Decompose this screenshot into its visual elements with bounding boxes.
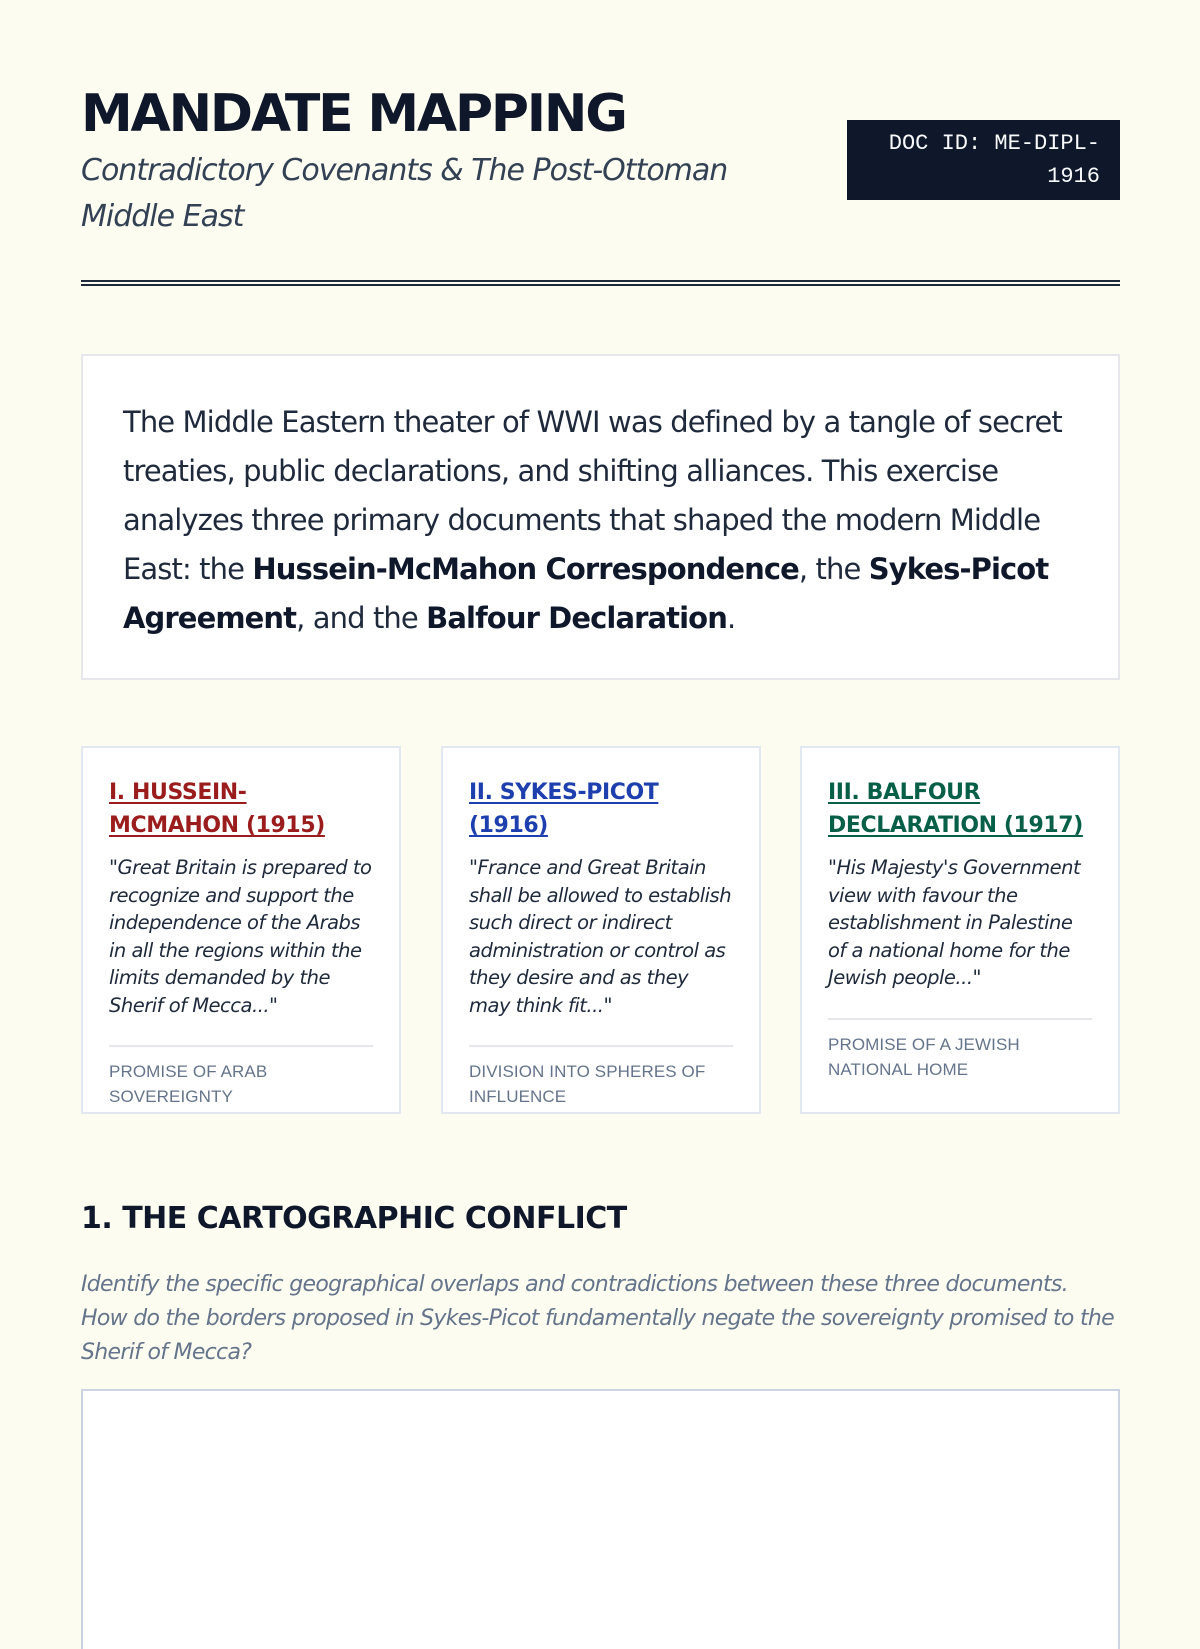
intro-doc-balfour: Balfour Declaration (426, 601, 727, 635)
header (81, 82, 1120, 252)
card-divider (109, 1045, 373, 1047)
intro-doc-sykes-picot: Sykes-Picot Agreement (123, 552, 1049, 635)
card-quote: "Great Britain is prepared to recognize and support the independence of the Arabs in all the regions within the limits demanded by the Sherif of Mecca..." (109, 856, 372, 1017)
card-tag: DIVISION INTO SPHERES OF INFLUENCE (469, 1062, 706, 1106)
intro-end: . (726, 601, 736, 635)
document-card-hussein-mcmahon (81, 746, 401, 1114)
card-quote: "France and Great Britain shall be allowed to establish such direct or indirect administration or control as they desire and as they may think fit..." (469, 856, 732, 1017)
answer-textarea[interactable] (81, 1389, 1120, 1649)
document-card-balfour (800, 746, 1120, 1114)
doc-id-badge: DOC ID: ME-DIPL-1916 (847, 120, 1120, 200)
document-card-sykes-picot (441, 746, 761, 1114)
section-title: 1. THE CARTOGRAPHIC CONFLICT (81, 1201, 627, 1236)
intro-separator: , and the (296, 601, 427, 635)
page-subtitle: Contradictory Covenants & The Post-Ottoman Middle East (81, 153, 728, 234)
intro-paragraph (123, 398, 1078, 643)
card-quote: "His Majesty's Government view with favour the establishment in Palestine of a national home for the Jewish people..." (828, 856, 1081, 989)
intro-doc-hussein-mcmahon: Hussein-McMahon Correspondence (252, 552, 799, 586)
intro-separator: , the (798, 552, 869, 586)
card-divider (469, 1045, 733, 1047)
card-title-link[interactable]: III. BALFOUR DECLARATION (1917) (828, 780, 1083, 838)
card-tag: PROMISE OF ARAB SOVEREIGNTY (109, 1062, 268, 1106)
header-double-rule (81, 280, 1120, 286)
section-prompt: Identify the specific geographical overlaps and contradictions between these three documents. How do the borders proposed in Sykes-Picot fundamentally negate the sovereignty promised to the Sherif of Mecca? (81, 1272, 1114, 1365)
intro-box (81, 354, 1120, 680)
card-divider (828, 1018, 1092, 1020)
card-tag: PROMISE OF A JEWISH NATIONAL HOME (828, 1034, 1020, 1079)
intro-text: The Middle Eastern theater of WWI was defined by a tangle of secret treaties, public declarations, and shifting alliances. This exercise analyzes three primary documents that shaped the modern Middle East: the (123, 405, 1062, 586)
page-title: MANDATE MAPPING (81, 84, 626, 144)
document-cards (81, 746, 1120, 1114)
card-title-link[interactable]: I. HUSSEIN-MCMAHON (1915) (109, 780, 325, 838)
card-title-link[interactable]: II. SYKES-PICOT (1916) (469, 780, 659, 838)
